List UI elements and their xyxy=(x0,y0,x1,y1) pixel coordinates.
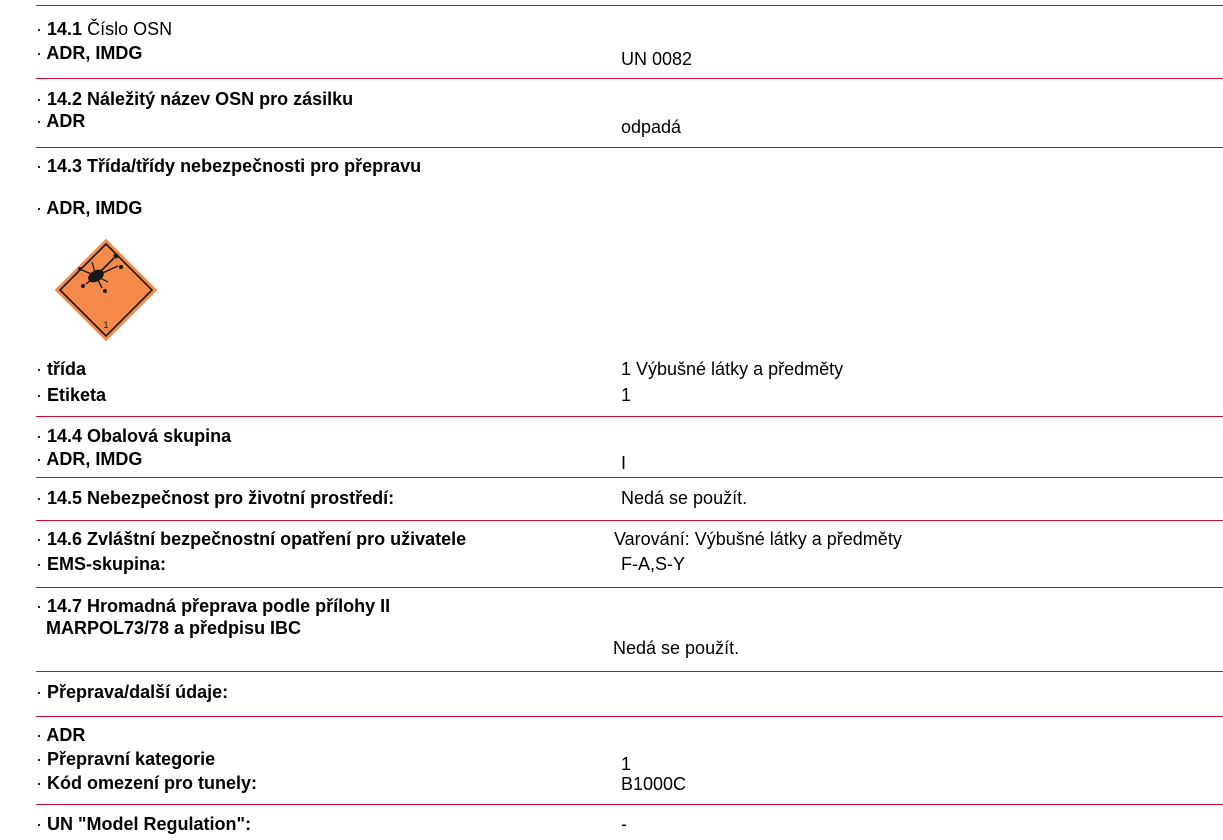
label-text: Přeprava/další údaje: xyxy=(47,682,229,702)
field-label xyxy=(36,110,85,132)
bullet: · xyxy=(36,749,42,769)
field-value: 1 xyxy=(621,754,632,774)
field-value: B1000C xyxy=(621,774,687,794)
field-label xyxy=(36,42,142,64)
bullet: · xyxy=(36,814,42,834)
field-label xyxy=(36,197,142,219)
field-label xyxy=(36,681,228,703)
field-value: Nedá se použít. xyxy=(621,488,748,508)
bullet: · xyxy=(36,426,42,446)
section-heading-continued: MARPOL73/78 a předpisu IBC xyxy=(46,618,302,638)
bullet: · xyxy=(36,554,42,574)
field-label xyxy=(36,553,166,575)
section-heading xyxy=(36,724,85,746)
label-text: ADR, IMDG xyxy=(46,449,143,469)
label-text: třída xyxy=(47,359,87,379)
section-heading xyxy=(36,595,390,617)
bullet: · xyxy=(36,385,42,405)
field-value: UN 0082 xyxy=(621,49,693,69)
bullet: · xyxy=(36,156,42,176)
bullet: · xyxy=(36,359,42,379)
field-label xyxy=(36,384,106,406)
label-text: 14.5 Nebezpečnost pro životní prostředí: xyxy=(47,488,395,508)
bullet: · xyxy=(36,529,42,549)
field-value: 1 xyxy=(621,385,632,405)
field-label xyxy=(36,358,86,380)
heading-number: 14.1 xyxy=(47,19,83,39)
heading-text: 14.4 Obalová skupina xyxy=(47,426,232,446)
label-text: Etiketa xyxy=(47,385,107,405)
field-value: Nedá se použít. xyxy=(613,638,740,658)
heading-text: 14.3 Třída/třídy nebezpečnosti pro přepravu xyxy=(47,156,422,176)
field-label xyxy=(36,813,251,835)
field-label xyxy=(36,748,215,770)
field-value: F-A,S-Y xyxy=(621,554,686,574)
bullet: · xyxy=(36,198,42,218)
heading-text: 14.2 Náležitý název OSN pro zásilku xyxy=(47,89,354,109)
field-label xyxy=(36,487,394,509)
pictogram-class-number: 1 xyxy=(103,320,109,330)
bullet: · xyxy=(36,488,42,508)
label-text: Přepravní kategorie xyxy=(47,749,216,769)
bullet: · xyxy=(36,19,42,39)
field-value: odpadá xyxy=(621,117,682,137)
section-divider xyxy=(36,804,1223,805)
label-text: UN "Model Regulation": xyxy=(47,814,252,834)
section-divider xyxy=(36,416,1223,417)
label-text: ADR xyxy=(46,111,86,131)
explosive-diamond-icon xyxy=(52,236,160,344)
label-text: EMS-skupina: xyxy=(47,554,167,574)
field-label xyxy=(36,528,466,550)
label-text: ADR, IMDG xyxy=(46,43,143,63)
section-heading xyxy=(36,88,353,110)
heading-text: Číslo OSN xyxy=(87,19,173,39)
section-divider xyxy=(36,147,1223,148)
label-text: 14.6 Zvláštní bezpečnostní opatření pro uživatele xyxy=(47,529,467,549)
bullet: · xyxy=(36,773,42,793)
section-divider xyxy=(36,477,1223,478)
bullet: · xyxy=(36,596,42,616)
bullet: · xyxy=(36,43,42,63)
bullet: · xyxy=(36,89,42,109)
field-value: I xyxy=(621,453,627,473)
bullet: · xyxy=(36,449,42,469)
field-value: Varování: Výbušné látky a předměty xyxy=(614,529,902,549)
field-label xyxy=(36,772,257,794)
field-value: 1 Výbušné látky a předměty xyxy=(621,359,844,379)
section-divider xyxy=(36,716,1223,717)
field-label xyxy=(36,448,142,470)
section-divider xyxy=(36,520,1223,521)
section-heading xyxy=(36,18,172,40)
section-divider xyxy=(36,671,1223,672)
field-value: - xyxy=(621,814,627,834)
label-text: Kód omezení pro tunely: xyxy=(47,773,258,793)
section-divider xyxy=(36,587,1223,588)
section-heading xyxy=(36,425,231,447)
bullet: · xyxy=(36,682,42,702)
bullet: · xyxy=(36,725,42,745)
section-divider xyxy=(36,78,1223,79)
heading-text: ADR xyxy=(46,725,86,745)
bullet: · xyxy=(36,111,42,131)
section-divider xyxy=(36,5,1223,6)
section-heading xyxy=(36,155,421,177)
label-text: ADR, IMDG xyxy=(46,198,143,218)
heading-text: 14.7 Hromadná přeprava podle přílohy II xyxy=(47,596,391,616)
